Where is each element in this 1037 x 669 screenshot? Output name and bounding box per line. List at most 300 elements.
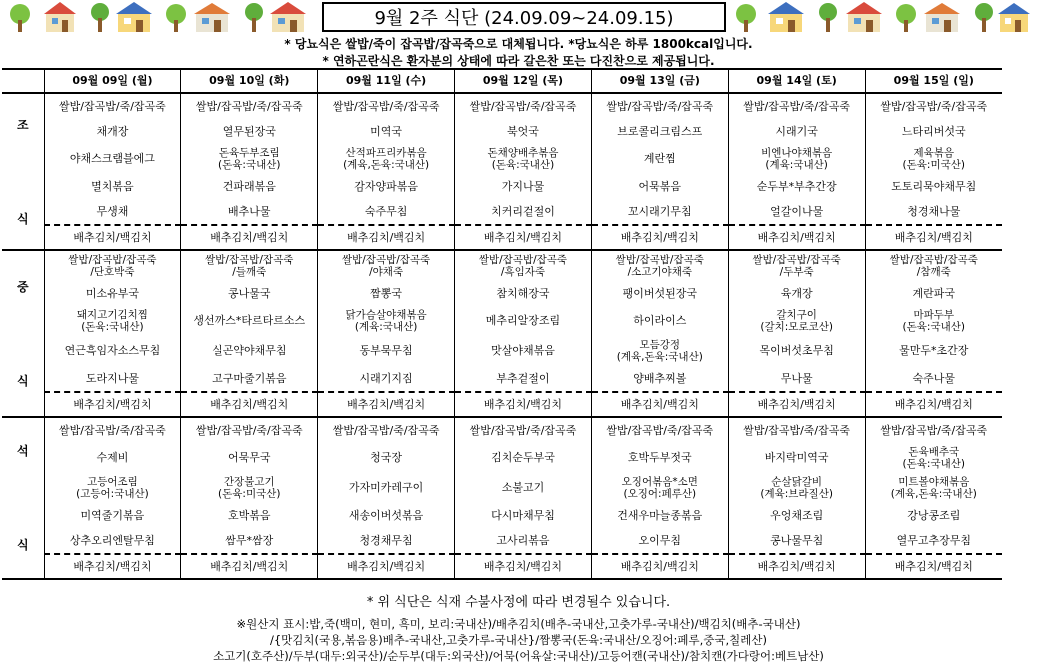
menu-item-text: 쌀밥/잡곡밥/죽/잡곡죽 xyxy=(59,99,166,113)
menu-item-text: 상추오리엔탈무침 xyxy=(69,533,155,547)
menu-item xyxy=(455,528,592,554)
menu-item-text: 하이라이스 xyxy=(633,314,687,327)
menu-item xyxy=(591,443,728,473)
menu-item xyxy=(865,144,1002,174)
menu-item xyxy=(728,250,865,281)
menu-item-text: 실곤약야채무침 xyxy=(212,344,287,357)
menu-item-text: 배추김치/백김치 xyxy=(73,230,152,244)
menu-item-text: 연근흑임자소스무침 xyxy=(64,344,161,357)
menu-item-text: 바지락미역국 xyxy=(764,451,829,464)
menu-item-text: 채개장 xyxy=(96,124,129,138)
menu-item xyxy=(591,144,728,174)
menu-item-text: 콩나물무침 xyxy=(770,533,824,547)
menu-row xyxy=(2,199,1002,225)
menu-item xyxy=(44,366,181,392)
day-header: 09월 14일 (토) xyxy=(728,69,865,93)
menu-item xyxy=(455,119,592,144)
menu-item-text: 배추김치/백김치 xyxy=(620,397,699,411)
menu-item-text: 배추김치/백김치 xyxy=(347,397,426,411)
menu-item xyxy=(865,554,1002,579)
menu-item-text: 육개장 xyxy=(780,286,813,300)
menu-row xyxy=(2,392,1002,417)
menu-row xyxy=(2,528,1002,554)
menu-row xyxy=(2,174,1002,199)
menu-item xyxy=(455,443,592,473)
menu-item-text: 어묵무국 xyxy=(228,451,271,464)
menu-item-text: 배추김치/백김치 xyxy=(620,559,699,573)
menu-item xyxy=(591,392,728,417)
menu-item xyxy=(181,473,318,503)
menu-item-text: 배추김치/백김치 xyxy=(757,559,836,573)
menu-item xyxy=(591,225,728,250)
menu-item xyxy=(318,336,455,366)
menu-item-text: 배추김치/백김치 xyxy=(757,397,836,411)
menu-item xyxy=(865,417,1002,443)
tree-icon xyxy=(91,3,109,32)
menu-item xyxy=(318,199,455,225)
menu-item-text: 무생채 xyxy=(96,204,129,218)
day-header: 09월 10일 (화) xyxy=(181,69,318,93)
menu-item xyxy=(865,306,1002,336)
menu-item-text: 도토리묵야채무침 xyxy=(891,179,977,193)
menu-item xyxy=(181,281,318,306)
menu-item xyxy=(728,174,865,199)
menu-item-text: 쌀밥/잡곡밥/잡곡죽 /단호박죽 xyxy=(68,254,157,278)
menu-item-text: 부추겉절이 xyxy=(496,371,550,385)
origin-label-line: ※원산지 표시:밥,죽(백미, 현미, 흑미, 보리:국내산)/배추김치(배추-국내산,고춧가루-국내산)/백김치(배추-국내산) xyxy=(236,617,801,631)
menu-item xyxy=(318,528,455,554)
menu-item xyxy=(865,119,1002,144)
menu-item-text: 청경채나물 xyxy=(907,204,961,218)
menu-row xyxy=(2,250,1002,281)
menu-item-text: 쌀밥/잡곡밥/잡곡죽 /참깨죽 xyxy=(889,254,978,278)
menu-row xyxy=(2,366,1002,392)
menu-item-text: 배추김치/백김치 xyxy=(210,230,289,244)
menu-item xyxy=(44,503,181,528)
menu-item-text: 미역줄기볶음 xyxy=(80,508,145,522)
menu-item-text: 쌀밥/잡곡밥/잡곡죽 /흑임자죽 xyxy=(478,254,568,278)
menu-item xyxy=(591,336,728,366)
menu-item xyxy=(318,144,455,174)
menu-item-text: 쌀밥/잡곡밥/죽/잡곡죽 xyxy=(59,423,166,437)
menu-item-text: 계란찜 xyxy=(643,152,676,165)
menu-row xyxy=(2,336,1002,366)
menu-item xyxy=(865,366,1002,392)
menu-item xyxy=(865,174,1002,199)
meal-label-top: 조 xyxy=(16,117,29,132)
menu-item-text: 브로콜리크림스프 xyxy=(617,124,703,138)
menu-item xyxy=(728,93,865,119)
menu-item-text: 모듬강정 (계육,돈육:국내산) xyxy=(616,339,703,363)
menu-item xyxy=(455,199,592,225)
menu-item-text: 열무고추장무침 xyxy=(896,533,971,547)
menu-item-text: 배추김치/백김치 xyxy=(347,230,426,244)
menu-item-text: 쌀밥/잡곡밥/죽/잡곡죽 xyxy=(469,423,577,437)
menu-item xyxy=(181,225,318,250)
menu-item-text: 닭가슴살야채볶음 (계육:국내산) xyxy=(345,309,427,333)
menu-item-text: 수제비 xyxy=(96,451,129,464)
menu-item-text: 맛살야채볶음 xyxy=(491,344,555,357)
menu-item-text: 우엉채조림 xyxy=(770,508,824,522)
menu-row xyxy=(2,417,1002,443)
tree-icon xyxy=(975,3,993,32)
menu-item-text: 순살닭갈비 (계육:브라질산) xyxy=(760,476,833,500)
menu-item-text: 쌀밥/잡곡밥/잡곡죽 /야채죽 xyxy=(341,254,431,278)
menu-item xyxy=(181,554,318,579)
diabetic-notice: * 당뇨식은 쌀밥/죽이 잡곡밥/잡곡죽으로 대체됩니다. *당뇨식은 하루 1800kcal입니다. xyxy=(284,37,753,51)
house-icon xyxy=(846,2,882,32)
menu-row xyxy=(2,443,1002,473)
menu-item xyxy=(318,392,455,417)
menu-item-text: 배추김치/백김치 xyxy=(894,230,973,244)
menu-item-text: 배추김치/백김치 xyxy=(73,559,152,573)
menu-item xyxy=(591,306,728,336)
house-icon xyxy=(116,2,152,32)
menu-item-text: 쌀밥/잡곡밥/죽/잡곡죽 xyxy=(195,423,303,437)
page-title: 9월 2주 식단 (24.09.09~24.09.15) xyxy=(322,2,726,32)
menu-item xyxy=(728,554,865,579)
menu-item xyxy=(591,93,728,119)
menu-item-text: 쌀밥/잡곡밥/죽/잡곡죽 xyxy=(332,99,440,113)
menu-item xyxy=(44,473,181,503)
menu-item xyxy=(455,417,592,443)
menu-item-text: 배추김치/백김치 xyxy=(73,397,152,411)
house-decoration-left xyxy=(4,0,320,34)
menu-item xyxy=(455,144,592,174)
header-corner xyxy=(2,69,44,93)
menu-row xyxy=(2,473,1002,503)
menu-item-text: 비엔나야채볶음 (계육:국내산) xyxy=(761,147,833,171)
house-icon xyxy=(270,2,306,32)
house-icon xyxy=(924,3,960,32)
menu-item xyxy=(318,443,455,473)
menu-item xyxy=(865,93,1002,119)
menu-item xyxy=(728,366,865,392)
menu-item xyxy=(181,443,318,473)
menu-item xyxy=(455,473,592,503)
menu-item-text: 쌀밥/잡곡밥/죽/잡곡죽 xyxy=(880,423,988,437)
menu-item-text: 산적파프리카볶음 (계육,돈육:국내산) xyxy=(343,147,430,171)
house-icon xyxy=(768,2,804,32)
menu-item-text: 소불고기 xyxy=(501,481,545,494)
menu-item-text: 쌀밥/잡곡밥/죽/잡곡죽 xyxy=(469,99,577,113)
menu-row xyxy=(2,281,1002,306)
menu-item xyxy=(318,554,455,579)
menu-item-text: 김치순두부국 xyxy=(491,451,555,464)
menu-item-text: 제육볶음 (돈육:미국산) xyxy=(902,147,965,171)
menu-item-text: 쌀밥/잡곡밥/죽/잡곡죽 xyxy=(332,423,440,437)
menu-item xyxy=(455,174,592,199)
menu-item xyxy=(591,281,728,306)
menu-item xyxy=(728,199,865,225)
menu-item-text: 가자미카레구이 xyxy=(348,481,424,494)
menu-item xyxy=(591,473,728,503)
menu-item-text: 쌀밥/잡곡밥/잡곡죽 /들깨죽 xyxy=(205,254,294,278)
menu-item xyxy=(181,174,318,199)
menu-item xyxy=(318,503,455,528)
menu-item-text: 호박두부젓국 xyxy=(627,451,692,464)
menu-item xyxy=(455,392,592,417)
menu-item-text: 시래기국 xyxy=(775,124,818,138)
menu-item-text: 배추김치/백김치 xyxy=(483,559,562,573)
menu-item xyxy=(728,281,865,306)
menu-item xyxy=(591,119,728,144)
menu-item-text: 건파래볶음 xyxy=(222,179,276,193)
menu-item-text: 쌀밥/잡곡밥/죽/잡곡죽 xyxy=(195,99,303,113)
day-header: 09월 12일 (목) xyxy=(455,69,592,93)
menu-row xyxy=(2,93,1002,119)
menu-item-text: 메추리알장조림 xyxy=(485,314,561,327)
menu-item-text: 짬뽕국 xyxy=(370,286,403,300)
menu-item-text: 배추김치/백김치 xyxy=(620,230,699,244)
menu-item-text: 생선까스*타르타르소스 xyxy=(193,314,306,327)
meal-label-top: 중 xyxy=(16,279,29,294)
menu-item xyxy=(591,199,728,225)
menu-item-text: 쌀밥/잡곡밥/잡곡죽 /소고기야채죽 xyxy=(615,254,704,278)
menu-item xyxy=(591,503,728,528)
menu-item xyxy=(181,144,318,174)
menu-item xyxy=(44,392,181,417)
menu-item-text: 순두부*부추간장 xyxy=(756,179,837,193)
menu-item xyxy=(455,281,592,306)
menu-item xyxy=(865,392,1002,417)
menu-item-text: 양배추찌볼 xyxy=(633,371,687,385)
menu-item xyxy=(728,119,865,144)
menu-item xyxy=(318,225,455,250)
menu-item-text: 쌀밥/잡곡밥/죽/잡곡죽 xyxy=(743,99,851,113)
menu-item-text: 배추김치/백김치 xyxy=(210,397,289,411)
menu-item xyxy=(181,392,318,417)
menu-item xyxy=(591,554,728,579)
menu-item-text: 콩나물국 xyxy=(228,286,271,300)
menu-item xyxy=(44,144,181,174)
menu-item xyxy=(728,225,865,250)
menu-item-text: 강낭콩조림 xyxy=(907,508,961,522)
menu-item-text: 계란파국 xyxy=(912,286,956,300)
menu-item-text: 미역국 xyxy=(370,124,403,138)
menu-item-text: 북엇국 xyxy=(507,124,539,138)
house-icon xyxy=(44,2,76,32)
menu-item xyxy=(181,199,318,225)
menu-item xyxy=(865,443,1002,473)
menu-item-text: 돈육두부조림 (돈육:국내산) xyxy=(218,147,281,171)
day-header: 09월 13일 (금) xyxy=(591,69,728,93)
menu-item xyxy=(318,250,455,281)
menu-item xyxy=(455,250,592,281)
menu-item xyxy=(181,336,318,366)
weekly-menu-table xyxy=(2,68,1002,580)
day-header: 09월 11일 (수) xyxy=(318,69,455,93)
meal-label-bottom: 식 xyxy=(16,211,29,226)
menu-item xyxy=(728,443,865,473)
menu-item-text: 배추김치/백김치 xyxy=(210,559,289,573)
menu-item-text: 고구마줄기볶음 xyxy=(212,371,287,385)
menu-item-text: 돈채양배추볶음 (돈육:국내산) xyxy=(487,147,559,171)
menu-item-text: 쌀밥/잡곡밥/잡곡죽 /두부죽 xyxy=(752,254,841,278)
tree-icon xyxy=(896,4,916,32)
menu-item-text: 쌀밥/잡곡밥/죽/잡곡죽 xyxy=(606,99,714,113)
menu-item-text: 쌀밥/잡곡밥/죽/잡곡죽 xyxy=(880,99,988,113)
menu-item xyxy=(318,306,455,336)
menu-item-text: 배추김치/백김치 xyxy=(483,230,562,244)
menu-item-text: 간장불고기 (돈육:미국산) xyxy=(218,476,281,500)
menu-item-text: 돈육배추국 (돈육:국내산) xyxy=(902,446,965,470)
meal-label-top: 석 xyxy=(16,444,29,458)
menu-item-text: 오징어볶음*소면 (오징어:페루산) xyxy=(621,476,698,500)
menu-item xyxy=(865,281,1002,306)
menu-item-text: 숙주무침 xyxy=(364,204,408,218)
menu-item-text: 멸치볶음 xyxy=(91,179,134,193)
menu-item-text: 숙주나물 xyxy=(912,371,956,385)
menu-item-text: 고등어조림 (고등어:국내산) xyxy=(76,476,149,500)
menu-item xyxy=(728,417,865,443)
menu-item xyxy=(44,336,181,366)
menu-item xyxy=(865,503,1002,528)
dysphagia-notice: * 연하곤란식은 환자분의 상태에 따라 갈은찬 또는 다진찬으로 제공됩니다. xyxy=(322,54,715,68)
day-header: 09월 09일 (월) xyxy=(44,69,181,93)
menu-item xyxy=(181,306,318,336)
menu-item xyxy=(44,250,181,281)
menu-item xyxy=(181,250,318,281)
menu-item xyxy=(318,417,455,443)
menu-item-text: 얼갈이나물 xyxy=(770,204,824,218)
menu-item-text: 배추김치/백김치 xyxy=(757,230,836,244)
menu-item-text: 고사리볶음 xyxy=(496,533,550,547)
origin-label-line: /{맛김치(국용,볶음용)배추-국내산,고춧가루-국내산}/짬뽕국(돈육:국내산/오징어:페루,중국,칠레산) xyxy=(269,633,767,647)
menu-item xyxy=(181,93,318,119)
menu-item-text: 가지나물 xyxy=(501,179,545,193)
menu-item xyxy=(455,554,592,579)
menu-item xyxy=(865,225,1002,250)
menu-item xyxy=(44,119,181,144)
menu-row xyxy=(2,144,1002,174)
menu-item-text: 느타리버섯국 xyxy=(901,124,966,138)
tree-icon xyxy=(819,3,837,32)
menu-item xyxy=(455,336,592,366)
menu-item-text: 청경채무침 xyxy=(359,533,413,547)
menu-item xyxy=(591,174,728,199)
menu-item xyxy=(455,503,592,528)
menu-item xyxy=(44,93,181,119)
menu-item xyxy=(318,473,455,503)
menu-item-text: 감자양파볶음 xyxy=(354,179,418,193)
menu-item xyxy=(44,199,181,225)
breakfast-label xyxy=(2,93,44,250)
menu-item-text: 목이버섯초무침 xyxy=(759,344,834,357)
menu-item-text: 쌀밥/잡곡밥/죽/잡곡죽 xyxy=(743,423,851,437)
menu-item xyxy=(591,528,728,554)
menu-item xyxy=(728,528,865,554)
menu-item-text: 무나물 xyxy=(780,371,813,385)
house-decoration-right xyxy=(732,0,1034,34)
menu-item xyxy=(44,554,181,579)
house-icon xyxy=(194,3,230,32)
day-header: 09월 15일 (일) xyxy=(865,69,1002,93)
menu-row xyxy=(2,119,1002,144)
menu-item xyxy=(865,473,1002,503)
menu-item xyxy=(181,528,318,554)
menu-item xyxy=(728,392,865,417)
menu-item xyxy=(318,93,455,119)
menu-item xyxy=(728,306,865,336)
menu-item-text: 동부묵무침 xyxy=(359,344,413,357)
menu-row xyxy=(2,554,1002,579)
menu-item-text: 쌀밥/잡곡밥/죽/잡곡죽 xyxy=(606,423,714,437)
menu-item-text: 치커리겉절이 xyxy=(491,204,555,218)
menu-item-text: 쌈무*쌈장 xyxy=(225,533,274,547)
menu-item xyxy=(181,417,318,443)
menu-item-text: 새송이버섯볶음 xyxy=(348,508,424,522)
menu-row xyxy=(2,306,1002,336)
menu-item-text: 오이무침 xyxy=(638,533,682,547)
menu-item xyxy=(865,336,1002,366)
menu-item xyxy=(728,473,865,503)
menu-item xyxy=(44,306,181,336)
menu-item xyxy=(318,119,455,144)
menu-row xyxy=(2,225,1002,250)
menu-item xyxy=(44,443,181,473)
menu-item xyxy=(728,336,865,366)
menu-item-text: 어묵볶음 xyxy=(638,179,682,193)
menu-item-text: 야채스크램블에그 xyxy=(69,152,155,165)
menu-item xyxy=(591,250,728,281)
menu-item xyxy=(455,366,592,392)
origin-label-line: 소고기(호주산)/두부(대두:외국산)/순두부(대두:외국산)/어묵(어육살:국내산)/고등어캔(국내산)/참치캔(가다랑어:베트남산) xyxy=(213,649,824,663)
menu-item xyxy=(44,225,181,250)
menu-item-text: 호박볶음 xyxy=(228,508,271,522)
house-icon xyxy=(998,3,1030,32)
tree-icon xyxy=(166,4,186,32)
menu-item xyxy=(44,281,181,306)
menu-item-text: 배추김치/백김치 xyxy=(483,397,562,411)
menu-item-text: 배추김치/백김치 xyxy=(894,559,973,573)
menu-item xyxy=(591,366,728,392)
lunch-label xyxy=(2,250,44,417)
menu-item xyxy=(865,528,1002,554)
dinner-label xyxy=(2,417,44,579)
menu-item-text: 팽이버섯된장국 xyxy=(622,286,697,300)
menu-item-text: 미소유부국 xyxy=(85,286,139,300)
meal-label-bottom: 식 xyxy=(16,373,29,388)
menu-item-text: 배추김치/백김치 xyxy=(894,397,973,411)
menu-row xyxy=(2,503,1002,528)
tree-icon xyxy=(245,3,263,32)
tree-icon xyxy=(10,4,30,32)
tree-icon xyxy=(736,4,756,32)
day-header-row xyxy=(2,69,1002,93)
meal-label-bottom: 식 xyxy=(16,538,29,552)
menu-item xyxy=(318,281,455,306)
menu-item xyxy=(728,144,865,174)
menu-item xyxy=(181,119,318,144)
menu-item xyxy=(318,174,455,199)
menu-item-text: 참치해장국 xyxy=(496,286,550,300)
menu-item-text: 갈치구이 (갈치:모로코산) xyxy=(760,309,833,333)
menu-item-text: 배추나물 xyxy=(228,204,271,218)
menu-item xyxy=(865,199,1002,225)
menu-item-text: 시래기지짐 xyxy=(359,371,413,385)
menu-item xyxy=(455,225,592,250)
menu-item-text: 청국장 xyxy=(370,451,403,464)
menu-item-text: 열무된장국 xyxy=(222,124,276,138)
menu-item xyxy=(728,503,865,528)
menu-item xyxy=(455,306,592,336)
menu-item-text: 돼지고기김치찜 (돈육:국내산) xyxy=(76,309,148,333)
menu-item xyxy=(455,93,592,119)
menu-item-text: 배추김치/백김치 xyxy=(347,559,426,573)
menu-item xyxy=(591,417,728,443)
menu-item-text: 물만두*초간장 xyxy=(899,344,969,357)
